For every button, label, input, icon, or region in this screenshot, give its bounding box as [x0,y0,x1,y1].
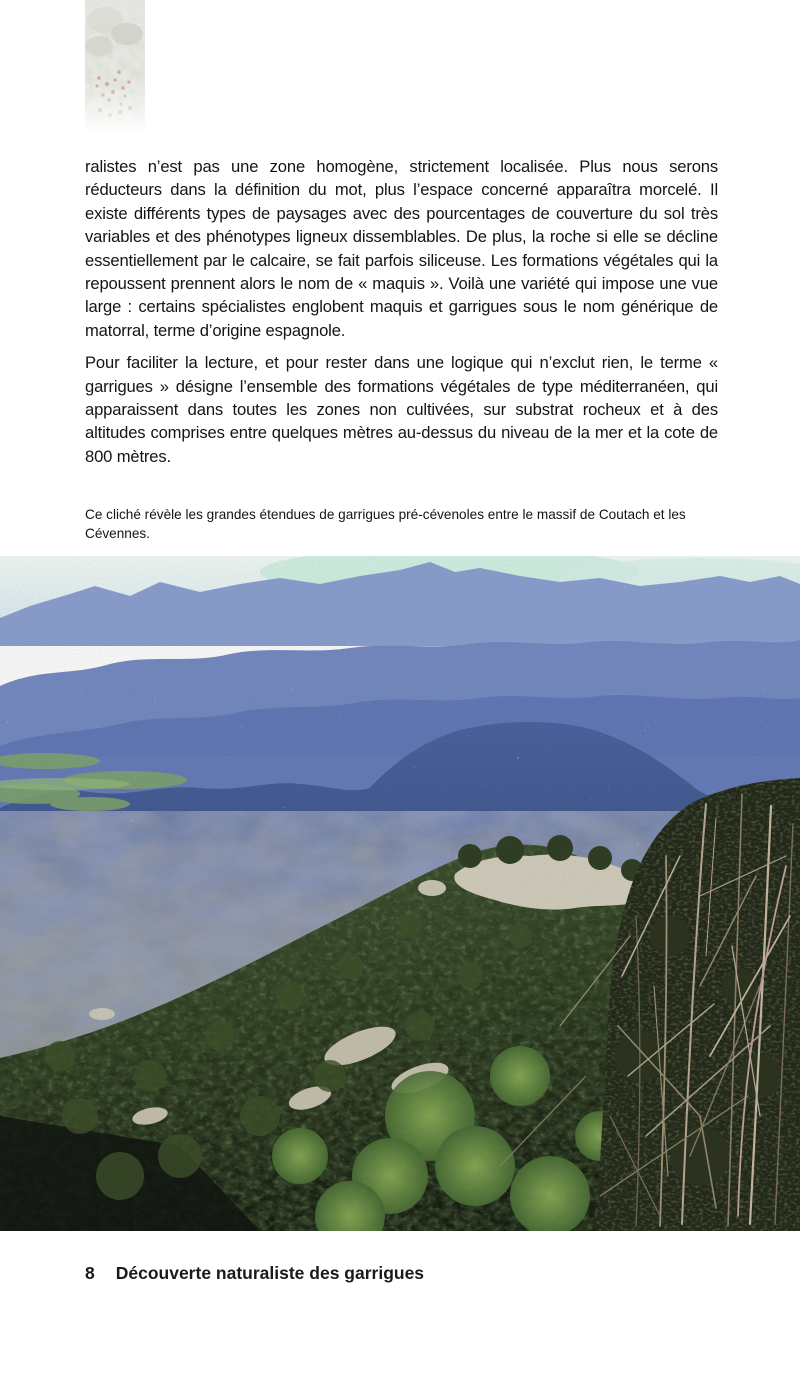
body-text [85,155,718,468]
photo-caption: Ce cliché révèle les grandes étendues de garrigues pré-cévenoles entre le massif de Coutach et les Cévennes. [85,507,686,541]
thumbnail-graphic [85,0,145,145]
body-paragraph: Pour faciliter la lecture, et pour rester dans une logique qui n’exclut rien, le terme « garrigues » désigne l’ensemble des formations végétales de type méditerranéen, qui apparaissent dans toutes les zones non cultivées, sur substrat rocheux et à des altitudes comprises entre quelques mètres au-dessus du niveau de la mer et la cote de 800 mètres. [85,353,718,466]
garrigue-panorama-photo [0,556,800,1231]
page-footer [85,1263,424,1284]
landscape-graphic [0,556,800,1231]
body-paragraph: ralistes n’est pas une zone homogène, strictement localisée. Plus nous serons réducteurs dans la définition du mot, plus l’espace concerné apparaîtra morcelé. Il existe différents types de paysages avec des pourcentages de couverture du sol très variables et des phénotypes ligneux dissemblables. De plus, la roche si elle se décline essentiellement par le calcaire, se fait parfois siliceuse. Les formations végétales qui la repoussent prennent alors le nom de « maquis ». Voilà une variété qui impose une vue large : certains spécialistes englobent maquis et garrigues sous le nom générique de matorral, terme d’origine espagnole. [85,157,718,340]
page-number: 8 [85,1263,95,1283]
chapter-thumbnail-image [85,0,145,145]
footer-title: Découverte naturaliste des garrigues [115,1263,425,1283]
